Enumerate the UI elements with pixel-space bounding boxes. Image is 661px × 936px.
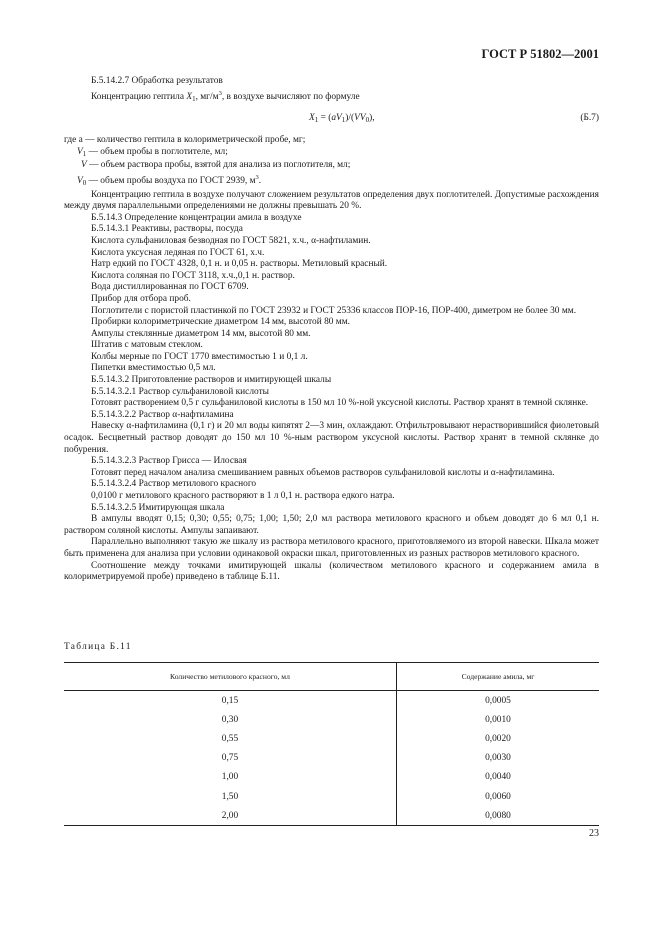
table-title: Таблица Б.11	[64, 642, 132, 652]
column-header-red-amount: Количество метилового красного, мл	[64, 663, 396, 691]
table-header-row	[64, 663, 599, 691]
list-item: Натр едкий по ГОСТ 4328, 0,1 н. и 0,05 н. растворы. Метиловый красный.	[91, 259, 388, 270]
list-item: Колбы мерные по ГОСТ 1770 вместимостью 1 и 0,1 л.	[91, 351, 308, 362]
list-item: Штатив с матовым стеклом.	[91, 340, 203, 351]
page-number: 23	[589, 828, 599, 839]
document-body	[64, 76, 599, 584]
table-row	[64, 729, 599, 748]
list-item: Пипетки вместимостью 0,5 мл.	[91, 363, 216, 374]
paragraph: Соотношение между точками имитирующей шкалы (количеством метилового красного и содержанием амила в колориметрируемой пробе) приведено в таблице Б.11.	[64, 560, 599, 583]
data-table	[64, 662, 599, 826]
cell-red-amount: 0,30	[64, 710, 396, 729]
section-heading: Б.5.14.3.2.3 Раствор Грисса — Илосвая	[91, 456, 247, 467]
table-row	[64, 787, 599, 806]
cell-amyl-content: 0,0010	[485, 714, 511, 725]
section-heading: Б.5.14.3 Определение концентрации амила в воздухе	[91, 212, 302, 223]
formula-row	[64, 110, 599, 130]
cell-amyl-content: 0,0040	[485, 772, 511, 783]
section-heading: Б.5.14.2.7 Обработка результатов	[91, 76, 223, 86]
table-row	[64, 710, 599, 729]
list-item: Кислота сульфаниловая безводная по ГОСТ 5821, х.ч., α-нафтиламин.	[91, 235, 371, 246]
section-heading: Б.5.14.3.2.4 Раствор метилового красного	[91, 479, 257, 490]
cell-red-amount: 0,15	[64, 691, 396, 711]
formula-number: (Б.7)	[580, 113, 599, 124]
list-item: Вода дистиллированная по ГОСТ 6709.	[91, 282, 249, 293]
cell-amyl-content: 0,0020	[485, 733, 511, 744]
table-row	[64, 749, 599, 768]
definition-v: V — объем раствора пробы, взятой для анализа из поглотителя, мл;	[81, 160, 351, 171]
paragraph: Параллельно выполняют такую же шкалу из раствора метилового красного, приготовляемого из второй навески. Шкала может быть применена для анализа при условии одинаковой окраски шкал, приготовленных из разных растворов метилового красного.	[64, 537, 599, 559]
list-item: Пробирки колориметрические диаметром 14 мм, высотой 80 мм.	[91, 317, 351, 328]
cell-red-amount: 0,75	[64, 749, 396, 768]
list-item: Кислота уксусная ледяная по ГОСТ 61, х.ч.	[91, 247, 265, 258]
table-row	[64, 768, 599, 787]
definition-v1: $V_1$ — объем пробы в поглотителе, мл;	[77, 146, 228, 158]
cell-red-amount: 0,55	[64, 729, 396, 748]
cell-amyl-content: 0,0005	[485, 695, 511, 706]
cell-amyl-content: 0,0030	[485, 753, 511, 764]
definition-v0: $V_0$ — объем пробы воздуха по ГОСТ 2939, $м^3$.	[77, 173, 262, 187]
paragraph: Концентрацию гептила в воздухе получают сложением результатов определения двух поглотителей. Допустимые расхождения между двумя параллельными определениями не должны превышать 20 %.	[64, 189, 599, 212]
column-header-amyl-content: Содержание амила, мг	[396, 663, 599, 691]
table-row	[64, 806, 599, 826]
cell-red-amount: 1,00	[64, 768, 396, 787]
section-heading: Б.5.14.3.2 Приготовление растворов и имитирующей шкалы	[91, 375, 332, 386]
formula-intro: Концентрацию гептила $X_1$, $мг/м^3$, в воздухе вычисляют по формуле	[91, 89, 360, 103]
list-item: Ампулы стеклянные диаметром 14 мм, высотой 80 мм.	[91, 328, 311, 339]
section-heading: Б.5.14.3.2.2 Раствор α-нафтиламина	[91, 409, 234, 420]
formula-definitions	[64, 135, 599, 189]
cell-red-amount: 1,50	[64, 787, 396, 806]
list-item: Прибор для отбора проб.	[91, 293, 191, 304]
definition-a: где а — количество гептила в колориметрической пробе, мг;	[64, 135, 306, 146]
section-heading: Б.5.14.3.1 Реактивы, растворы, посуда	[91, 224, 243, 235]
section-heading: Б.5.14.3.2.5 Имитирующая шкала	[91, 502, 225, 513]
paragraph: В ампулы вводят 0,15; 0,30; 0,55; 0,75; 1,00; 1,50; 2,0 мл раствора метилового красного и объем доводят до 6 мл 0,1 н. раствором соляной кислоты. Ампулы запаивают.	[64, 514, 599, 536]
list-item: Поглотители с пористой пластинкой по ГОСТ 23932 и ГОСТ 25336 классов ПОР-16, ПОР-400, диметром не более 30 мм.	[91, 305, 577, 316]
formula-b7: $X_1 = (aV_1)/(VV_0)$,	[309, 113, 375, 125]
paragraph: Готовят перед началом анализа смешиванием равных объемов растворов сульфаниловой кислоты и α-нафтиламина.	[91, 467, 555, 478]
cell-amyl-content: 0,0060	[485, 791, 511, 802]
document-code: ГОСТ Р 51802—2001	[481, 47, 599, 61]
paragraph: Готовят растворением 0,5 г сульфаниловой кислоты в 150 мл 10 %-ной уксусной кислоты. Раствор хранят в темной склянке.	[91, 398, 589, 409]
paragraph: Навеску α-нафтиламина (0,1 г) и 20 мл воды кипятят 2—3 мин, охлаждают. Отфильтровывают нерастворившийся фиолетовый осадок. Бесцветный раствор доводят до 150 мл 10 %-ным раствором уксусной кислоты. Раствор хранят в темной склянке до побурения.	[64, 421, 599, 455]
paragraph: 0,0100 г метилового красного растворяют в 1 л 0,1 н. раствора едкого натра.	[91, 491, 395, 501]
section-heading: Б.5.14.3.2.1 Раствор сульфаниловой кислоты	[91, 386, 269, 397]
cell-amyl-content: 0,0080	[396, 806, 599, 826]
cell-red-amount: 2,00	[64, 806, 396, 826]
table-row	[64, 691, 599, 711]
list-item: Кислота соляная по ГОСТ 3118, х.ч.,0,1 н. раствор.	[91, 270, 295, 281]
